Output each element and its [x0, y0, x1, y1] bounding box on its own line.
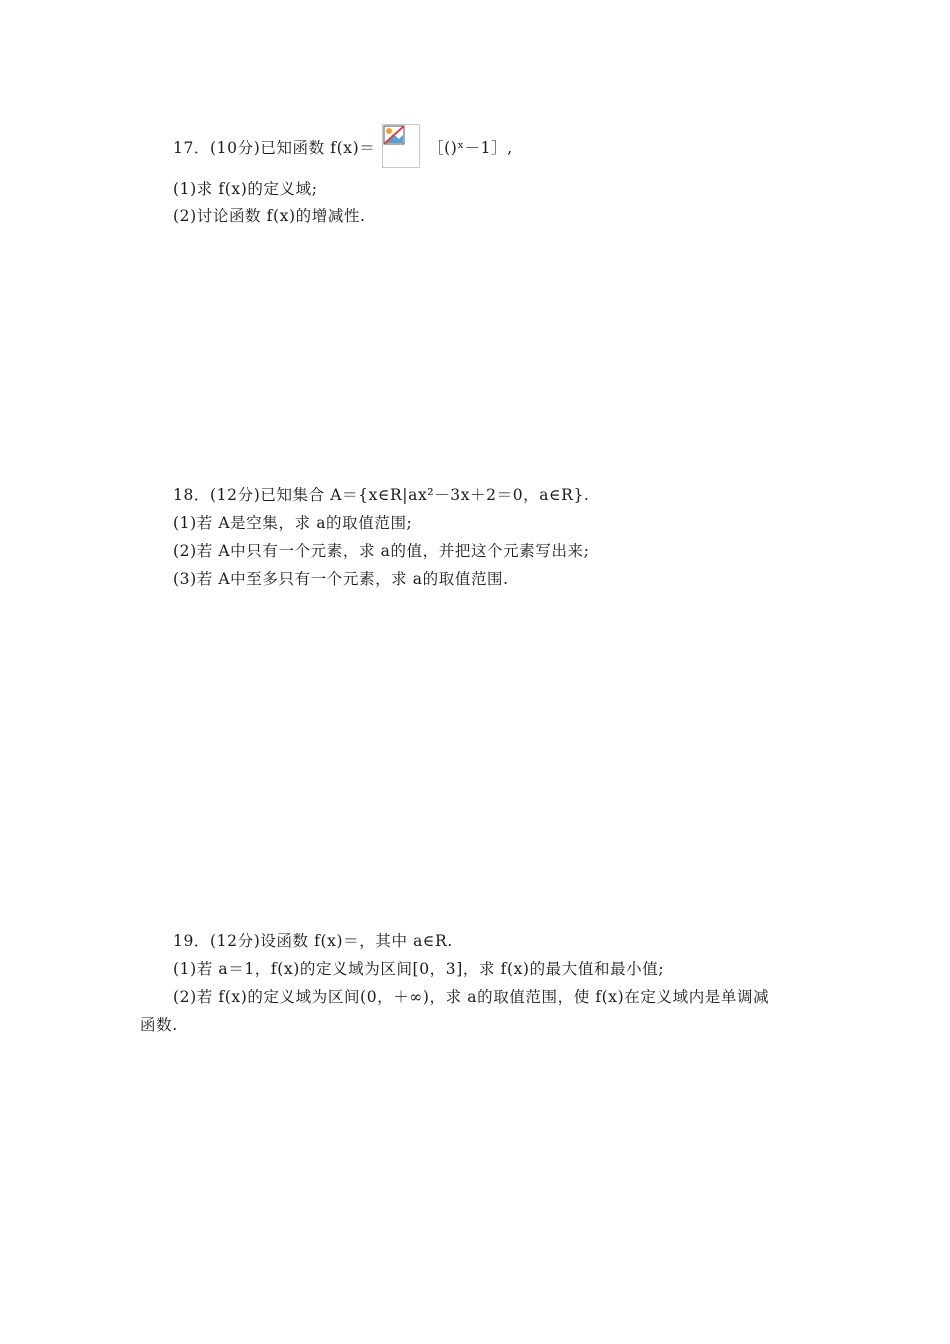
q19-stem: 19．(12分)设函数 f(x)＝，其中 a∈R. — [173, 932, 453, 950]
q19-part1: (1)若 a＝1，f(x)的定义域为区间[0，3]，求 f(x)的最大值和最小值; — [173, 960, 665, 978]
q18-stem: 18．(12分)已知集合 A＝{x∈R|ax²－3x＋2＝0，a∈R}. — [173, 486, 590, 504]
q18-part1: (1)若 A是空集，求 a的取值范围; — [173, 514, 413, 532]
q18-part2: (2)若 A中只有一个元素，求 a的值，并把这个元素写出来; — [173, 542, 590, 560]
q18-part3: (3)若 A中至多只有一个元素，求 a的取值范围. — [173, 570, 509, 588]
q19-part2-line1: (2)若 f(x)的定义域为区间(0，＋∞)，求 a的取值范围，使 f(x)在定义域内是单调减 — [173, 988, 770, 1006]
q17-stem-tail: ［()ˣ－1］, — [428, 139, 513, 157]
q17-part1: (1)求 f(x)的定义域; — [173, 180, 318, 198]
q19-part2-line2: 函数. — [140, 1016, 178, 1034]
broken-image-icon — [382, 124, 420, 168]
q17-stem: 17．(10分)已知函数 f(x)＝ — [173, 139, 376, 157]
q17-part2: (2)讨论函数 f(x)的增减性. — [173, 207, 366, 225]
